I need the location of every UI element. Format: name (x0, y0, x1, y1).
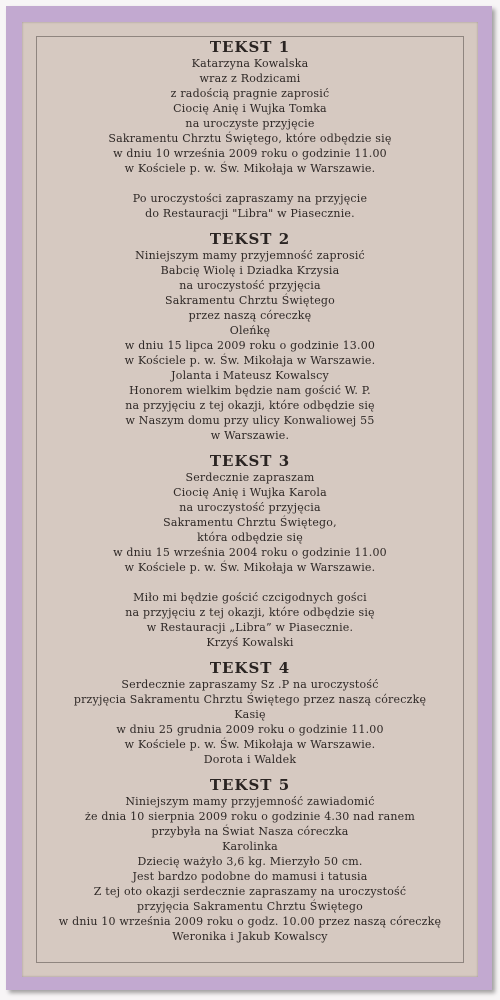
text-line: Miło mi będzie gościć czcigodnych gości (133, 591, 367, 604)
text-line: Dorota i Waldek (203, 753, 297, 766)
text-line: w Kościele p. w. Św. Mikołaja w Warszawie. (124, 162, 376, 175)
text-line: Serdecznie zapraszam (185, 471, 315, 484)
text-line: do Restauracji "Libra" w Piasecznie. (145, 207, 355, 220)
text-line: Z tej oto okazji serdecznie zapraszamy na uroczystość (93, 885, 407, 898)
section-title: TEKST 1 (209, 38, 291, 56)
text-line: w Kościele p. w. Św. Mikołaja w Warszawie. (124, 354, 376, 367)
section-gap (26, 221, 474, 230)
text-line: wraz z Rodzicami (199, 72, 301, 85)
text-line: przez naszą córeczkę (188, 309, 312, 322)
text-line: w Restauracji „Libra” w Piasecznie. (146, 621, 354, 634)
blank-line (26, 575, 474, 590)
text-line: Jolanta i Mateusz Kowalscy (171, 369, 329, 382)
text-line: przyjęcia Sakramentu Chrztu Świętego przez naszą córeczkę (73, 693, 427, 706)
text-line: na uroczystość przyjęcia (179, 279, 321, 292)
section-title: TEKST 3 (209, 452, 291, 470)
text-line: w dniu 10 września 2009 roku o godz. 10.00 przez naszą córeczkę (58, 915, 442, 928)
text-line: która odbędzie się (197, 531, 303, 544)
text-line: Niniejszym mamy przyjemność zawiadomić (125, 795, 375, 808)
text-line: Katarzyna Kowalska (191, 57, 309, 70)
blank-line (26, 176, 474, 191)
text-line: Po uroczystości zapraszamy na przyjęcie (132, 192, 368, 205)
text-line: Ciocię Anię i Wujka Tomka (173, 102, 327, 115)
text-line: przyjęcia Sakramentu Chrztu Świętego (137, 900, 363, 913)
text-line: w Kościele p. w. Św. Mikołaja w Warszawie. (124, 738, 376, 751)
text-line: na przyjęciu z tej okazji, które odbędzie się (125, 606, 375, 619)
text-line: że dnia 10 sierpnia 2009 roku o godzinie 4.30 nad ranem (85, 810, 415, 823)
text-line: na uroczyste przyjęcie (185, 117, 315, 130)
text-section-5 (26, 776, 474, 944)
text-line: Sakramentu Chrztu Świętego, (163, 516, 337, 529)
text-line: Karolinka (222, 840, 278, 853)
section-title: TEKST 5 (209, 776, 291, 794)
text-section-3 (26, 452, 474, 650)
text-line: na przyjęciu z tej okazji, które odbędzie się (125, 399, 375, 412)
text-line: w Warszawie. (210, 429, 290, 442)
text-line: Kasię (234, 708, 266, 721)
text-line: Niniejszym mamy przyjemność zaprosić (135, 249, 365, 262)
section-title: TEKST 4 (209, 659, 291, 677)
text-line: w dniu 25 grudnia 2009 roku o godzinie 11.00 (116, 723, 384, 736)
text-section-4 (26, 659, 474, 767)
text-line: Weronika i Jakub Kowalscy (172, 930, 328, 943)
invitation-texts (26, 38, 474, 944)
section-gap (26, 767, 474, 776)
text-line: w dniu 15 lipca 2009 roku o godzinie 13.00 (124, 339, 376, 352)
text-line: Babcię Wiolę i Dziadka Krzysia (160, 264, 340, 277)
text-line: w dniu 15 września 2004 roku o godzinie 11.00 (113, 546, 387, 559)
text-line: Honorem wielkim będzie nam gościć W. P. (129, 384, 371, 397)
section-title: TEKST 2 (209, 230, 291, 248)
text-line: Jest bardzo podobne do mamusi i tatusia (132, 870, 368, 883)
text-line: w Kościele p. w. Św. Mikołaja w Warszawie. (124, 561, 376, 574)
text-line: na uroczystość przyjęcia (179, 501, 321, 514)
text-line: Krzyś Kowalski (206, 636, 294, 649)
text-section-1 (26, 38, 474, 221)
text-line: w dniu 10 września 2009 roku o godzinie 11.00 (113, 147, 387, 160)
section-gap (26, 650, 474, 659)
text-line: Dziecię ważyło 3,6 kg. Mierzyło 50 cm. (137, 855, 363, 868)
text-line: Sakramentu Chrztu Świętego (165, 294, 335, 307)
text-line: Sakramentu Chrztu Świętego, które odbędzie się (108, 132, 392, 145)
section-gap (26, 443, 474, 452)
invitation-card (22, 22, 478, 977)
text-line: w Naszym domu przy ulicy Konwaliowej 55 (125, 414, 375, 427)
text-line: Ciocię Anię i Wujka Karola (173, 486, 327, 499)
text-line: przybyła na Świat Nasza córeczka (151, 825, 349, 838)
text-line: Serdecznie zapraszamy Sz .P na uroczystość (121, 678, 379, 691)
text-line: z radością pragnie zaprosić (170, 87, 330, 100)
text-section-2 (26, 230, 474, 443)
text-line: Oleńkę (229, 324, 271, 337)
